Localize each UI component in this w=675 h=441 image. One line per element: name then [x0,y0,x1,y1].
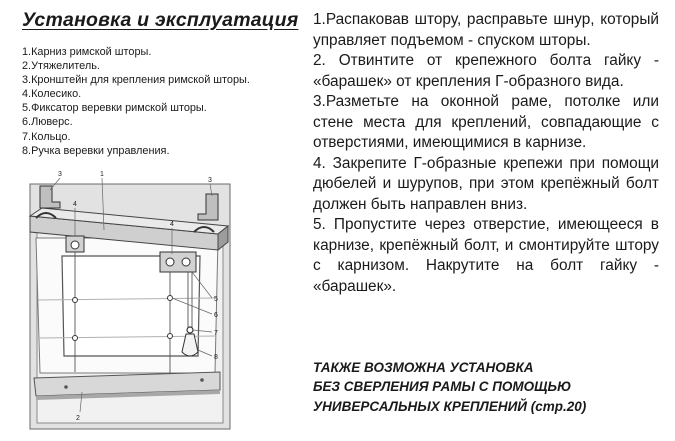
diagram-label-4-left: 4 [73,201,77,208]
instruction-step: 3.Разметьте на оконной раме, потолке или стене места для креплений, совпадающие с отверстиями, имеющимися в карнизе. [313,93,659,151]
parts-list-item: 7.Кольцо. [22,130,71,143]
diagram-label-5: 5 [214,296,218,303]
note-line: УНИВЕРСАЛЬНЫХ КРЕПЛЕНИЙ (стр.20) [313,398,587,414]
page-title: Установка и эксплуатация [22,9,299,31]
diagram-label-8: 8 [214,354,218,361]
parts-list-item: 2.Утяжелитель. [22,60,100,73]
wheel-left [66,236,84,252]
instruction-step: 2. Отвинтите от крепежного болта гайку - «барашек» от крепления Г-образного вида. [313,52,659,90]
parts-list-item: 6.Люверс. [22,116,73,129]
parts-list-item: 1.Карниз римской шторы. [22,46,152,58]
eyelet [73,336,78,341]
parts-list-item: 3.Кронштейн для крепления римской шторы. [22,74,250,87]
instruction-step: 1.Распаковав штору, расправьте шнур, который управляет подъемом - спуском шторы. [313,11,659,49]
diagram-label-2: 2 [76,415,80,422]
diagram-label-3-left: 3 [58,171,62,178]
roman-blind-diagram [22,168,242,436]
alternative-mount-note [313,358,663,416]
note-line: ТАКЖЕ ВОЗМОЖНА УСТАНОВКА [313,360,534,375]
diagram-label-7: 7 [214,330,218,337]
eyelet [168,296,173,301]
parts-list-item: 4.Колесико. [22,88,82,101]
instruction-steps [313,10,659,297]
parts-list [22,45,250,158]
instruction-step: 5. Пропустите через отверстие, имеющееся в карнизе, крепёжный болт, и смонтируйте штору с карнизом. Накрутите на болт гайку - «барашек». [313,216,659,295]
note-line: БЕЗ СВЕРЛЕНИЯ РАМЫ С ПОМОЩЬЮ [313,379,572,395]
diagram-label-6: 6 [214,312,218,319]
diagram-label-3-right: 3 [208,177,212,184]
parts-list-item: 5.Фиксатор веревки римской шторы. [22,102,207,115]
instruction-step: 4. Закрепите Г-образные крепежи при помощи дюбелей и шурупов, при этом крепёжный болт должен быть направлен вниз. [313,154,659,213]
parts-list-item: 8.Ручка веревки управления. [22,144,170,157]
eyelet [168,334,173,339]
diagram-label-4-right: 4 [170,221,174,228]
diagram-label-1: 1 [100,171,104,178]
eyelet [73,298,78,303]
cord-lock-right [160,252,196,272]
